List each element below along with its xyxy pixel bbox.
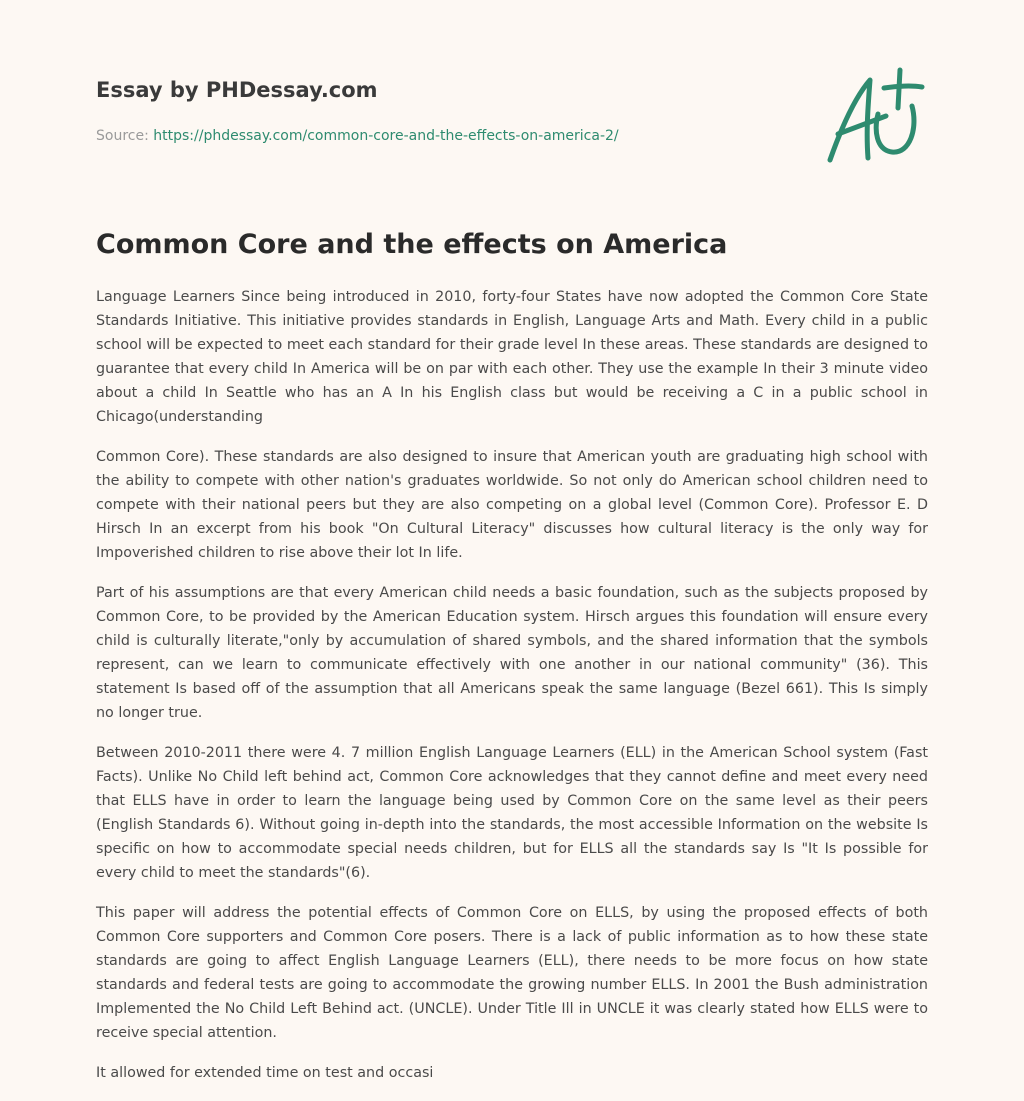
- page-header: [96, 76, 796, 146]
- essay-paragraph: It allowed for extended time on test and occasi: [96, 1065, 434, 1081]
- essay-paragraph: Part of his assumptions are that every American child needs a basic foundation, such as the subjects proposed by Common Core, to be provided by the American Education system. Hirsch argues this foundation will ensure every child is culturally literate,"only by accumulation of shared symbols, and the shared information that the symbols represent, can we learn to communicate effectively with one another in our national community" (36). This statement Is based off of the assumption that all Americans speak the same language (Bezel 661). This Is simply no longer true.: [96, 585, 928, 721]
- essay-paragraph: Between 2010-2011 there were 4. 7 million English Language Learners (ELL) in the American School system (Fast Facts). Unlike No Child left behind act, Common Core acknowledges that they cannot define and meet every need that ELLS have in order to learn the language being used by Common Core on the same level as their peers (English Standards 6). Without going in-depth into the standards, the most accessible Information on the website Is specific on how to accommodate special needs children, but for ELLS all the standards say Is "It Is possible for every child to meet the standards"(6).: [96, 745, 928, 881]
- essay-paragraph: This paper will address the potential effects of Common Core on ELLS, by using the proposed effects of both Common Core supporters and Common Core posers. There is a lack of public information as to how these state standards are going to affect English Language Learners (ELL), there needs to be more focus on how state standards and federal tests are going to accommodate the growing number ELLS. In 2001 the Bush administration Implemented the No Child Left Behind act. (UNCLE). Under Title Ill in UNCLE it was clearly stated how ELLS were to receive special attention.: [96, 905, 928, 1041]
- essay-body: [96, 285, 928, 1101]
- essay-paragraph: Language Learners Since being introduced in 2010, forty-four States have now adopted the Common Core State Standards Initiative. This initiative provides standards in English, Language Arts and Math. Every child in a public school will be expected to meet each standard for their grade level In these areas. These standards are designed to guarantee that every child In America will be on par with each other. They use the example In their 3 minute video about a child In Seattle who has an A In his English class but would be receiving a C in a public school in Chicago(understanding: [96, 289, 928, 425]
- essay-paragraph: Common Core). These standards are also designed to insure that American youth are graduating high school with the ability to compete with other nation's graduates worldwide. So not only do American school children need to compete with their national peers but they are also competing on a global level (Common Core). Professor E. D Hirsch In an excerpt from his book "On Cultural Literacy" discusses how cultural literacy is the only way for Impoverished children to rise above their lot In life.: [96, 449, 928, 561]
- essay-title: Common Core and the effects on America: [96, 229, 728, 260]
- brand-title: Essay by PHDessay.com: [96, 78, 378, 102]
- a-plus-logo-icon: [822, 66, 932, 166]
- source-link[interactable]: https://phdessay.com/common-core-and-the-effects-on-america-2/: [153, 128, 619, 144]
- source-line: [96, 126, 796, 146]
- source-label: Source:: [96, 128, 154, 144]
